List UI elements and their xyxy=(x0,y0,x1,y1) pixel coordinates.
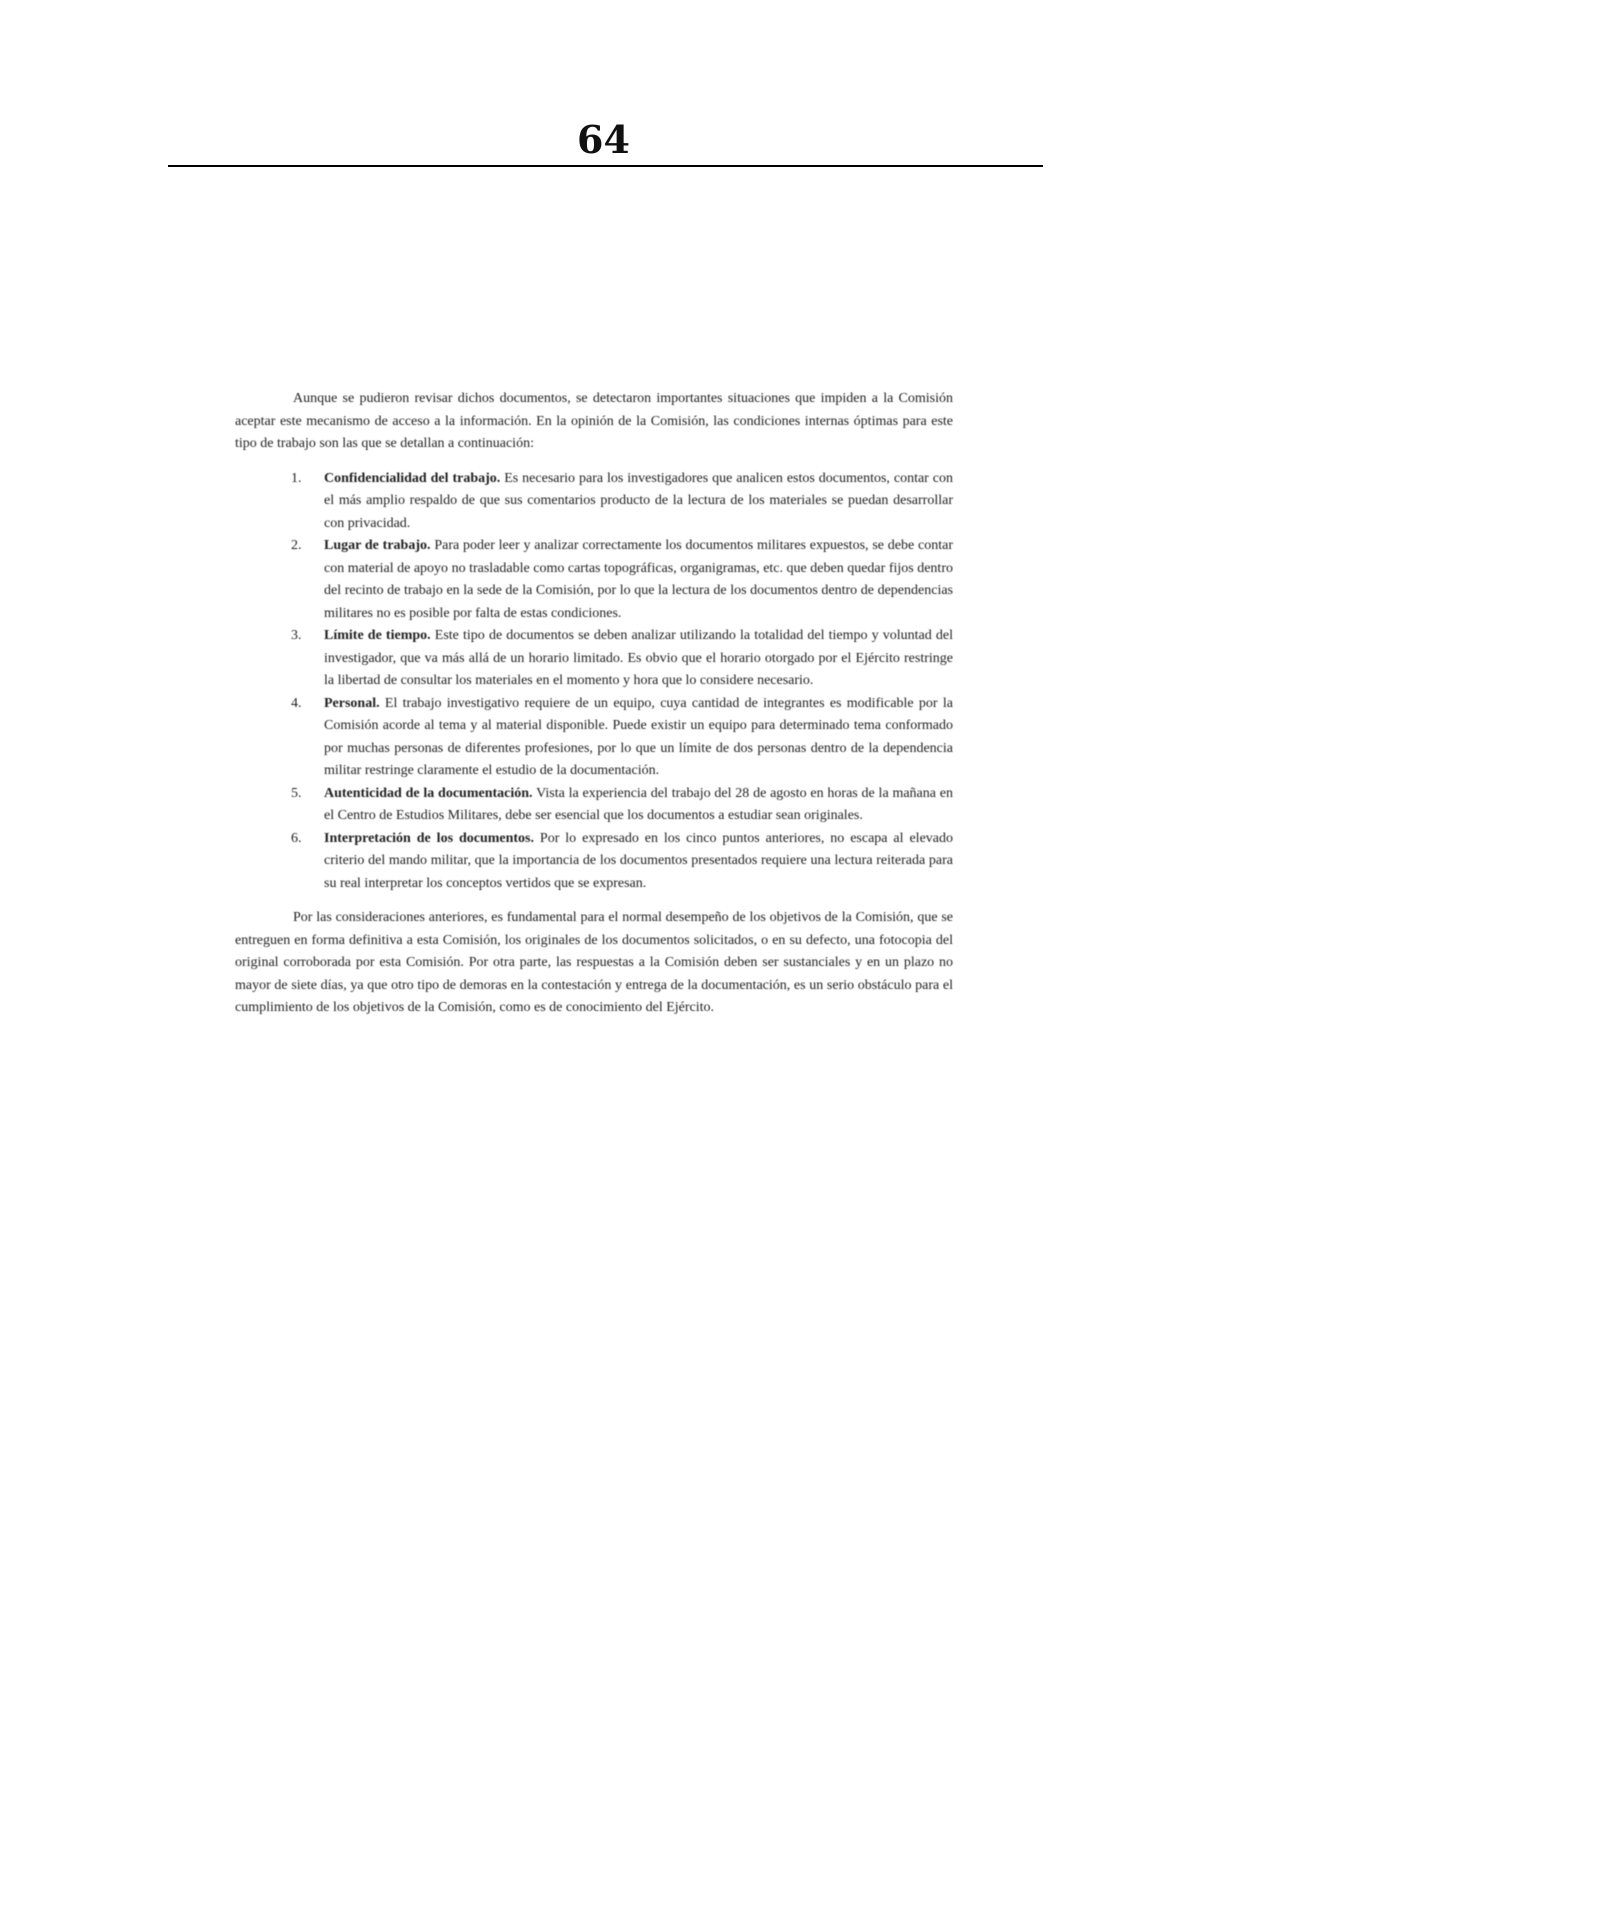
item-title: Autenticidad de la documentación. xyxy=(324,785,533,801)
list-item xyxy=(291,535,953,625)
list-item xyxy=(291,828,953,896)
requirements-list xyxy=(291,468,953,896)
item-text: El trabajo investigativo requiere de un equipo, cuya cantidad de integrantes es modificable por la Comisión acorde al tema y al material disponible. Puede existir un equipo para determinado tema conformado por muchas personas de diferentes profesiones, por lo que un límite de dos personas dentro de la dependencia militar restringe claramente el estudio de la documentación. xyxy=(324,695,953,778)
intro-paragraph: Aunque se pudieron revisar dichos documentos, se detectaron importantes situaciones que impiden a la Comisión aceptar este mecanismo de acceso a la información. En la opinión de la Comisión, las condiciones internas óptimas para este tipo de trabajo son las que se detallan a continuación: xyxy=(235,391,953,451)
item-title: Confidencialidad del trabajo. xyxy=(324,470,501,486)
item-text: Por lo expresado en los cinco puntos anteriores, no escapa al elevado criterio del mando militar, que la importancia de los documentos presentados requiere una lectura reiterada para su real interpretar los conceptos vertidos que se expresan. xyxy=(324,830,953,891)
item-text: Es necesario para los investigadores que analicen estos documentos, contar con el más amplio respaldo de que sus comentarios producto de la lectura de los materiales se puedan desarrollar con privacidad. xyxy=(324,470,953,531)
item-title: Límite de tiempo. xyxy=(324,628,431,643)
page-number: 64 xyxy=(577,117,630,162)
header-rule xyxy=(168,165,1043,167)
item-text: Para poder leer y analizar correctamente los documentos militares expuestos, se debe contar con material de apoyo no trasladable como cartas topográficas, organigramas, etc. que deben quedar fijos dentro del recinto de trabajo en la sede de la Comisión, por lo que la lectura de los documentos dentro de dependencias militares no es posible por falta de estas condiciones. xyxy=(324,538,953,621)
list-item xyxy=(291,783,953,828)
item-title: Lugar de trabajo. xyxy=(324,538,431,553)
item-number: 5. xyxy=(291,785,302,801)
item-text: Vista la experiencia del trabajo del 28 de agosto en horas de la mañana en el Centro de Estudios Militares, debe ser esencial que los documentos a estudiar sean originales. xyxy=(324,785,953,823)
item-title: Interpretación de los documentos. xyxy=(324,830,534,846)
item-number: 4. xyxy=(291,695,302,711)
closing-paragraph: Por las consideraciones anteriores, es fundamental para el normal desempeño de los objetivos de la Comisión, que se entreguen en forma definitiva a esta Comisión, los originales de los documentos solicitados, o en su defecto, una fotocopia del original corroborada por esta Comisión. Por otra parte, las respuestas a la Comisión deben ser sustanciales y en un plazo no mayor de siete días, ya que otro tipo de demoras en la contestación y entrega de la documentación, es un serio obstáculo para el cumplimiento de los objetivos de la Comisión, como es de conocimiento del Ejército. xyxy=(235,910,953,1015)
document-body xyxy=(235,388,953,1020)
item-number: 3. xyxy=(291,628,302,643)
item-title: Personal. xyxy=(324,695,380,711)
list-item xyxy=(291,625,953,693)
item-number: 6. xyxy=(291,830,302,846)
list-item xyxy=(291,693,953,783)
item-number: 1. xyxy=(291,470,302,486)
item-number: 2. xyxy=(291,538,302,553)
item-text: Este tipo de documentos se deben analizar utilizando la totalidad del tiempo y voluntad del investigador, que va más allá de un horario limitado. Es obvio que el horario otorgado por el Ejército restringe la libertad de consultar los materiales en el momento y hora que lo considere necesario. xyxy=(324,628,953,688)
list-item xyxy=(291,468,953,536)
